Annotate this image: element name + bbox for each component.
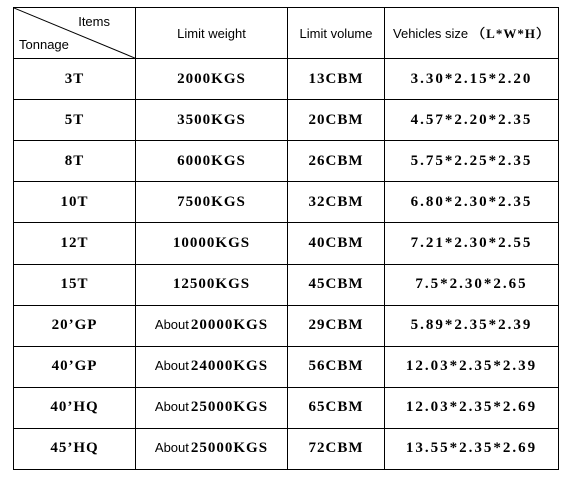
limit-weight-cell: [136, 346, 288, 387]
vehicle-size-cell: 3.30*2.15*2.20: [385, 59, 559, 100]
limit-weight-cell: [136, 305, 288, 346]
tonnage-cell: 10T: [14, 182, 136, 223]
limit-weight-cell: [136, 223, 288, 264]
vehicle-size-cell: 6.80*2.30*2.35: [385, 182, 559, 223]
tonnage-cell: 8T: [14, 141, 136, 182]
header-corner-cell: [14, 8, 136, 59]
weight-value: 6000KGS: [177, 152, 246, 169]
limit-weight-cell: [136, 387, 288, 428]
weight-prefix: About: [154, 440, 189, 456]
vehicle-size-cell: 12.03*2.35*2.69: [385, 387, 559, 428]
tonnage-cell: 12T: [14, 223, 136, 264]
tonnage-cell: 5T: [14, 100, 136, 141]
tonnage-cell: 40’HQ: [14, 387, 136, 428]
table-row: [14, 182, 559, 223]
weight-value: 25000KGS: [190, 399, 269, 416]
vehicle-size-cell: 7.5*2.30*2.65: [385, 264, 559, 305]
limit-weight-cell: [136, 182, 288, 223]
vehicle-size-cell: 7.21*2.30*2.55: [385, 223, 559, 264]
vehicle-size-cell: 5.89*2.35*2.39: [385, 305, 559, 346]
limit-volume-cell: 45CBM: [288, 264, 385, 305]
limit-weight-cell: [136, 59, 288, 100]
weight-value: 12500KGS: [172, 276, 251, 293]
weight-value: 24000KGS: [190, 358, 269, 375]
weight-value: 10000KGS: [172, 234, 251, 251]
table-row: [14, 387, 559, 428]
tonnage-cell: 3T: [14, 59, 136, 100]
limit-weight-cell: [136, 428, 288, 469]
limit-volume-cell: 56CBM: [288, 346, 385, 387]
header-tonnage-label: Tonnage: [19, 37, 69, 53]
table-row: [14, 59, 559, 100]
limit-volume-cell: 26CBM: [288, 141, 385, 182]
limit-weight-cell: [136, 100, 288, 141]
weight-value: 25000KGS: [190, 440, 269, 457]
header-items-label: Items: [78, 14, 110, 29]
table-row: [14, 305, 559, 346]
table-row: [14, 346, 559, 387]
limit-weight-cell: [136, 264, 288, 305]
weight-value: 3500KGS: [177, 111, 246, 128]
header-vehicle-size-label: Vehicles size: [393, 26, 469, 42]
table-row: [14, 223, 559, 264]
table-row: [14, 264, 559, 305]
tonnage-cell: 20’GP: [14, 305, 136, 346]
vehicle-size-cell: 13.55*2.35*2.69: [385, 428, 559, 469]
header-vehicle-size: [385, 8, 559, 59]
limit-volume-cell: 65CBM: [288, 387, 385, 428]
limit-volume-cell: 72CBM: [288, 428, 385, 469]
vehicle-spec-table: [13, 7, 559, 470]
tonnage-cell: 40’GP: [14, 346, 136, 387]
weight-value: 7500KGS: [177, 193, 246, 210]
vehicle-size-cell: 12.03*2.35*2.39: [385, 346, 559, 387]
tonnage-cell: 45’HQ: [14, 428, 136, 469]
weight-prefix: About: [154, 399, 189, 415]
header-vehicle-size-unit: （L*W*H）: [472, 26, 550, 42]
limit-weight-cell: [136, 141, 288, 182]
vehicle-size-cell: 5.75*2.25*2.35: [385, 141, 559, 182]
header-limit-volume: Limit volume: [288, 8, 385, 59]
limit-volume-cell: 13CBM: [288, 59, 385, 100]
header-row: [14, 8, 559, 59]
limit-volume-cell: 32CBM: [288, 182, 385, 223]
weight-prefix: About: [154, 358, 189, 374]
table-row: [14, 428, 559, 469]
weight-value: 20000KGS: [190, 317, 269, 334]
limit-volume-cell: 29CBM: [288, 305, 385, 346]
weight-value: 2000KGS: [177, 70, 246, 87]
table-row: [14, 141, 559, 182]
table-row: [14, 100, 559, 141]
limit-volume-cell: 40CBM: [288, 223, 385, 264]
vehicle-size-cell: 4.57*2.20*2.35: [385, 100, 559, 141]
tonnage-cell: 15T: [14, 264, 136, 305]
weight-prefix: About: [154, 317, 189, 333]
header-limit-weight: Limit weight: [136, 8, 288, 59]
limit-volume-cell: 20CBM: [288, 100, 385, 141]
